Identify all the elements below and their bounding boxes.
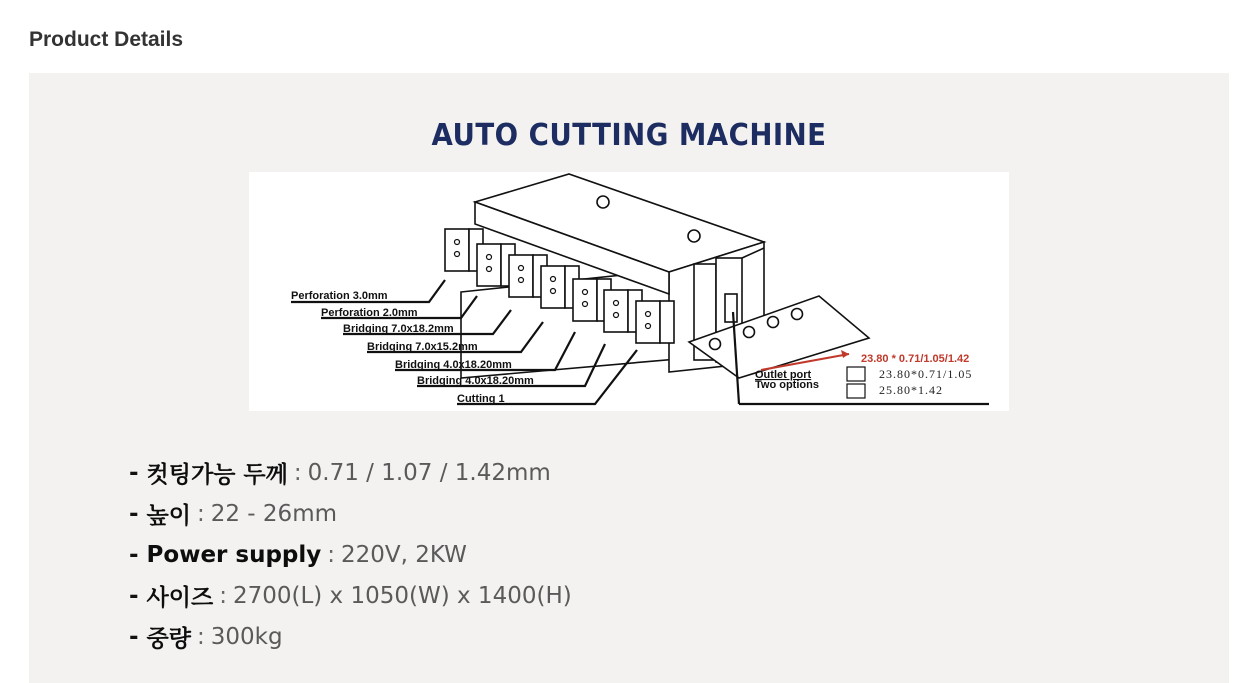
spec-dash: - bbox=[129, 623, 139, 650]
callout-label: Perforation 3.0mm bbox=[291, 290, 388, 302]
outlet-port-label: Outlet port bbox=[755, 369, 812, 381]
spec-item-weight bbox=[129, 616, 572, 657]
spec-dash: - bbox=[129, 459, 139, 486]
option-2-label: 25.80*1.42 bbox=[879, 383, 943, 397]
callout-label: Bridging 4.0x18.20mm bbox=[417, 375, 534, 387]
spec-label: 높이 bbox=[146, 503, 191, 529]
page-title: Product Details bbox=[29, 28, 184, 51]
spec-item-height bbox=[129, 493, 572, 534]
callout-label: Bridging 4.0x18.20mm bbox=[395, 359, 512, 371]
machine-diagram bbox=[249, 172, 1009, 411]
machine-diagram-svg bbox=[249, 172, 1009, 411]
spec-separator: : bbox=[219, 582, 227, 609]
spec-value: 220V, 2KW bbox=[341, 541, 467, 568]
spec-item-power bbox=[129, 534, 572, 575]
two-options-label: Two options bbox=[755, 379, 819, 391]
spec-label: 컷팅가능 두께 bbox=[146, 462, 288, 488]
spec-separator: : bbox=[293, 459, 302, 486]
spec-item-thickness bbox=[129, 452, 572, 493]
option-2-checkbox bbox=[847, 384, 865, 398]
spec-separator: : bbox=[196, 623, 205, 650]
option-1-checkbox bbox=[847, 367, 865, 381]
spec-item-size bbox=[129, 575, 572, 616]
spec-label: 사이즈 bbox=[146, 585, 214, 611]
spec-dash: - bbox=[129, 582, 139, 609]
spec-value: 2700(L) x 1050(W) x 1400(H) bbox=[232, 582, 572, 609]
spec-label: Power supply bbox=[146, 541, 322, 568]
spec-separator: : bbox=[196, 500, 205, 527]
callout-label: Bridging 7.0x18.2mm bbox=[343, 323, 454, 335]
spec-separator: : bbox=[327, 541, 336, 568]
spec-label: 중량 bbox=[146, 626, 191, 652]
spec-list bbox=[129, 452, 572, 657]
banner-title: AUTO CUTTING MACHINE bbox=[431, 118, 827, 153]
callout-label: Bridging 7.0x15.2mm bbox=[367, 341, 478, 353]
spec-dash: - bbox=[129, 500, 139, 527]
option-1-label: 23.80*0.71/1.05 bbox=[879, 367, 973, 381]
callout-label: Cutting 1 bbox=[457, 393, 505, 405]
spec-value: 22 - 26mm bbox=[210, 500, 337, 527]
spec-value: 0.71 / 1.07 / 1.42mm bbox=[307, 459, 551, 486]
spec-value: 300kg bbox=[210, 623, 283, 650]
callout-label: Perforation 2.0mm bbox=[321, 307, 418, 319]
spec-dash: - bbox=[129, 541, 139, 568]
outlet-size-label: 23.80 * 0.71/1.05/1.42 bbox=[861, 353, 970, 365]
